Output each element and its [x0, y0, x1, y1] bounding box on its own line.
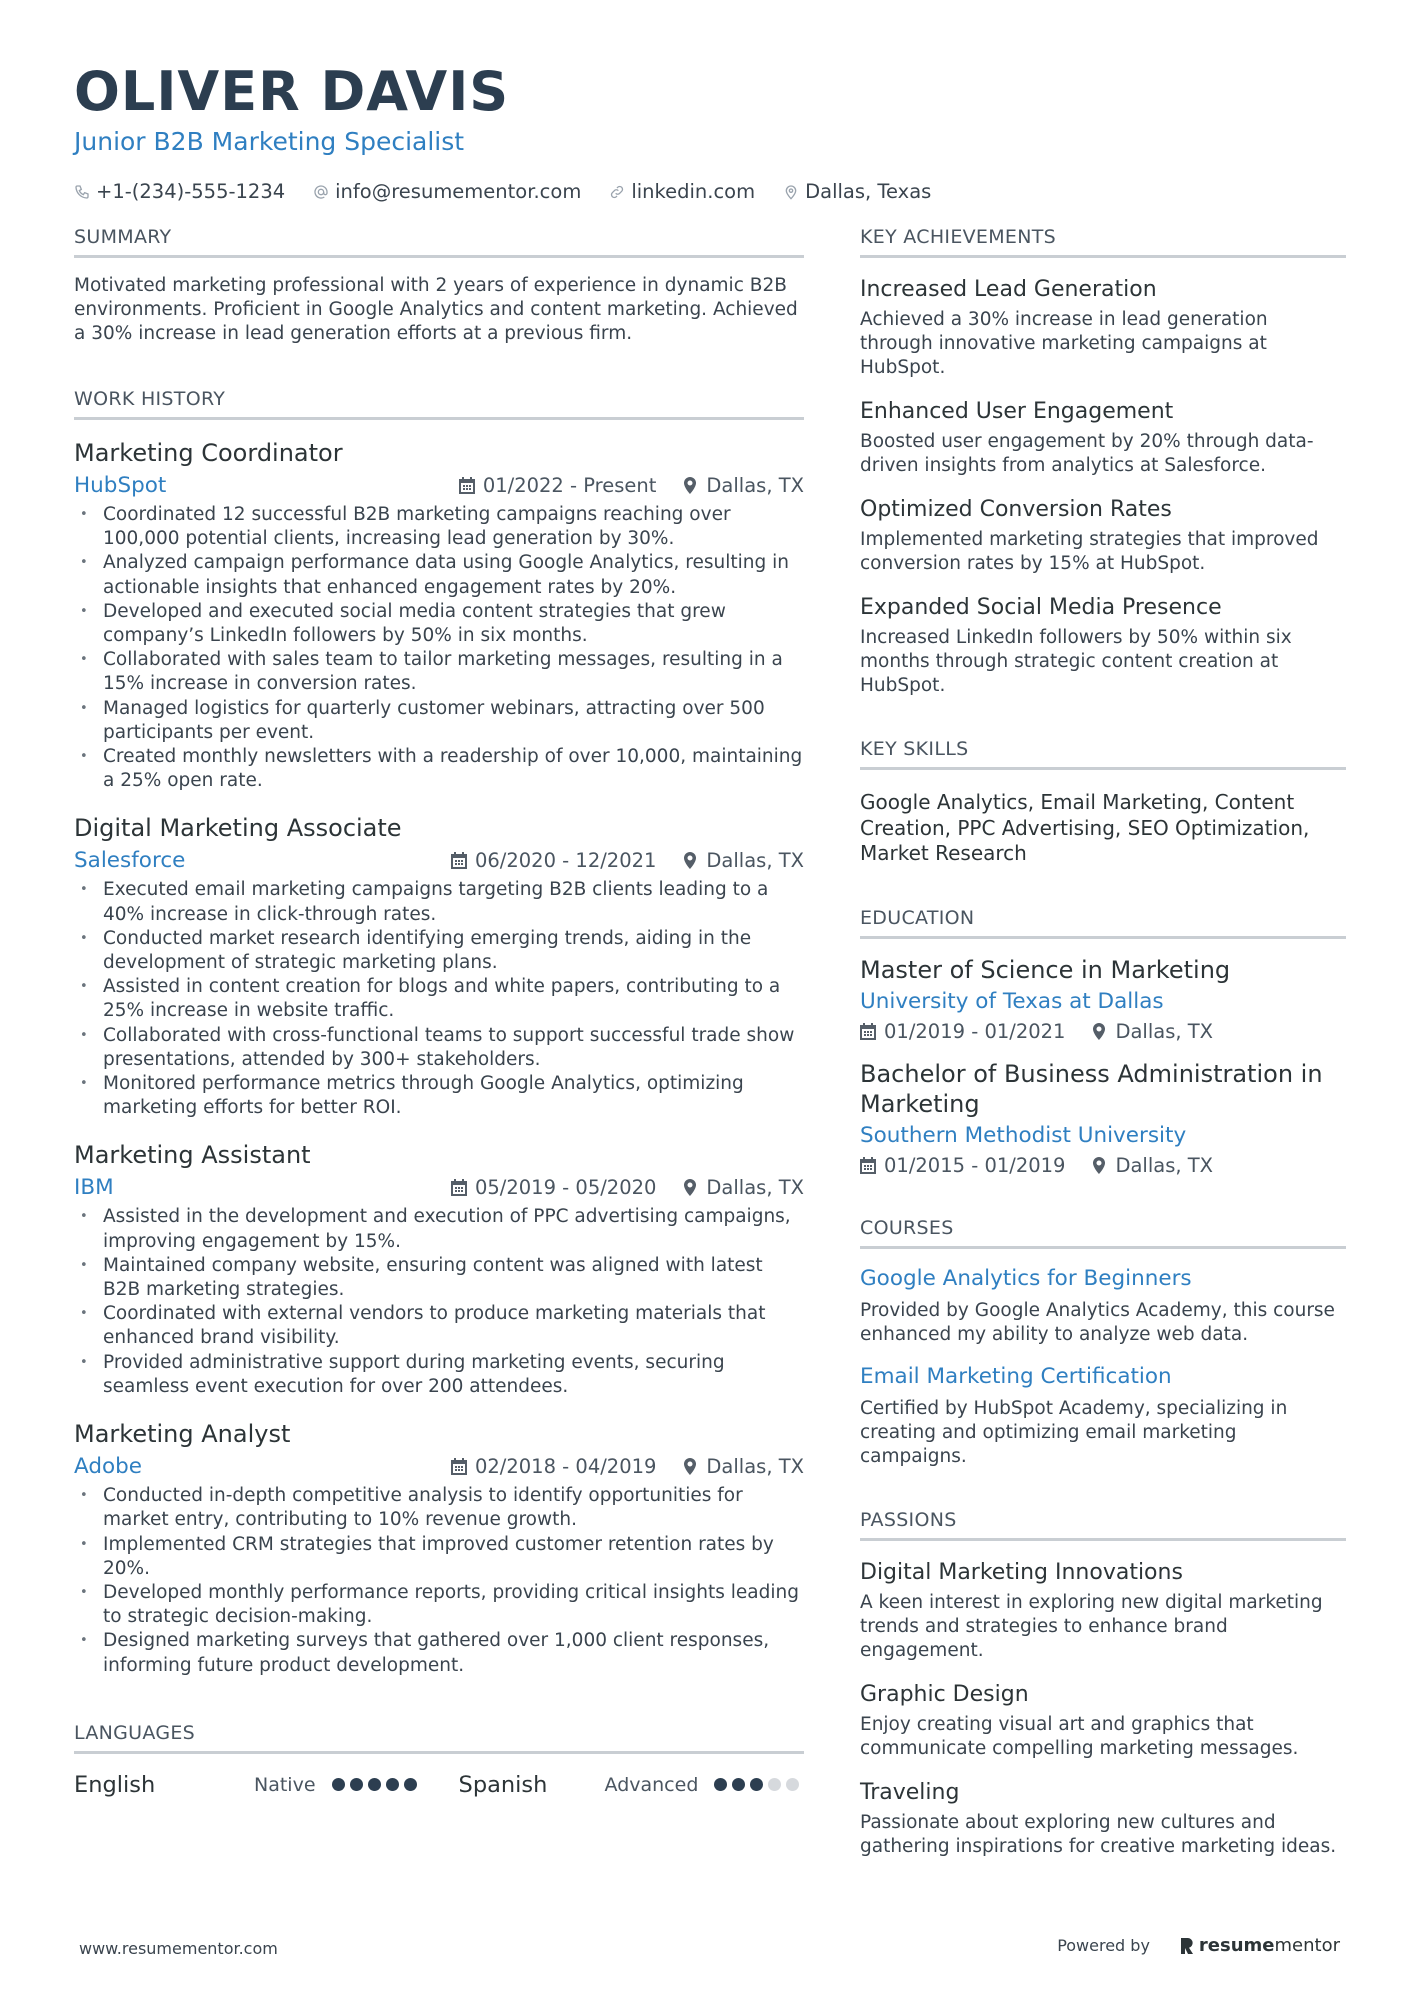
contact-location	[783, 180, 931, 203]
job-meta-right	[451, 1455, 804, 1478]
education-list	[860, 955, 1346, 1177]
education-section	[860, 907, 1346, 1177]
calendar-icon	[451, 1179, 467, 1196]
job-meta	[74, 473, 804, 498]
bullet-item: • Conducted in-depth competitive analysis to identify opportunities for market entry, contributing to 10% revenue growth.	[74, 1484, 804, 1532]
bullet-item: • Created monthly newsletters with a readership of over 10,000, maintaining a 25% open rate.	[74, 745, 804, 793]
language-level: Advanced	[604, 1773, 699, 1796]
job-location	[682, 1455, 804, 1478]
job-location	[682, 474, 804, 497]
link-icon	[609, 184, 625, 200]
resume-header	[74, 60, 1334, 203]
job-dates	[451, 849, 656, 872]
calendar-icon	[860, 1023, 876, 1040]
footer-branding	[1057, 1935, 1340, 1956]
job-entry	[74, 1140, 804, 1399]
bullet-item: • Assisted in the development and execution of PPC advertising campaigns, improving engagement by 15%.	[74, 1205, 804, 1253]
contact-linkedin[interactable]	[609, 180, 755, 203]
passion-desc: Passionate about exploring new cultures and gathering inspirations for creative marketing ideas.	[860, 1811, 1337, 1857]
page-footer	[0, 1925, 1410, 1965]
skills-text: Google Analytics, Email Marketing, Content Creation, PPC Advertising, SEO Optimization, Market Research	[860, 790, 1310, 865]
achievement-item	[860, 496, 1346, 576]
footer-website[interactable]: www.resumementor.com	[79, 1939, 278, 1958]
education-location-text: Dallas, TX	[1115, 1019, 1214, 1043]
course-item	[860, 1363, 1346, 1469]
brand-mark-icon	[1180, 1937, 1194, 1955]
achievement-title: Enhanced User Engagement	[860, 399, 1174, 424]
bullet-item: • Analyzed campaign performance data using Google Analytics, resulting in actionable insights that enhanced engagement rates by 20%.	[74, 551, 804, 599]
languages-list	[74, 1772, 804, 1798]
bullet-item: • Executed email marketing campaigns targeting B2B clients leading to a 40% increase in click-through rates.	[74, 878, 804, 926]
education-degree: Bachelor of Business Administration in Marketing	[860, 1059, 1323, 1118]
bullet-item: • Implemented CRM strategies that improved customer retention rates by 20%.	[74, 1533, 804, 1581]
job-role: Digital Marketing Associate	[74, 814, 402, 843]
passion-item	[860, 1779, 1346, 1859]
education-meta	[860, 1020, 1346, 1043]
job-location-text: Dallas, TX	[706, 1176, 804, 1200]
candidate-name: OLIVER DAVIS	[74, 60, 510, 123]
bullet-item: • Managed logistics for quarterly customer webinars, attracting over 500 participants per event.	[74, 697, 804, 745]
achievement-item	[860, 398, 1346, 478]
achievements-heading: KEY ACHIEVEMENTS	[860, 226, 1346, 258]
phone-text: +1-(234)-555-1234	[96, 180, 286, 203]
job-dates	[459, 474, 657, 497]
bullet-item: • Developed monthly performance reports, providing critical insights leading to strategic decision-making.	[74, 1581, 804, 1629]
achievement-desc: Increased LinkedIn followers by 50% within six months through strategic content creation at HubSpot.	[860, 627, 1292, 696]
phone-icon	[74, 184, 90, 200]
education-item	[860, 955, 1346, 1043]
job-entry	[74, 813, 804, 1120]
course-title: Email Marketing Certification	[860, 1363, 1172, 1389]
map-pin-icon	[682, 852, 698, 869]
job-entry	[74, 1419, 804, 1678]
education-school: University of Texas at Dallas	[860, 988, 1164, 1014]
achievement-desc: Boosted user engagement by 20% through data-driven insights from analytics at Salesforce.	[860, 431, 1314, 476]
job-location	[682, 1176, 804, 1199]
job-meta-right	[459, 474, 804, 497]
job-dates-text: 01/2022 - Present	[482, 474, 657, 497]
achievements-section	[860, 226, 1346, 698]
job-dates-text: 05/2019 - 05/2020	[474, 1176, 657, 1200]
company-name: HubSpot	[74, 473, 167, 498]
achievement-item	[860, 276, 1346, 380]
contact-phone	[74, 180, 285, 203]
courses-list	[860, 1265, 1346, 1469]
achievement-title: Optimized Conversion Rates	[860, 497, 1172, 522]
passion-title: Graphic Design	[860, 1681, 1029, 1707]
job-bullets	[74, 1205, 804, 1399]
education-location	[1091, 1020, 1213, 1043]
bullet-item: • Maintained company website, ensuring content was aligned with latest B2B marketing strategies.	[74, 1254, 804, 1302]
job-entry	[74, 438, 804, 793]
job-dates-text: 06/2020 - 12/2021	[474, 849, 657, 873]
job-role: Marketing Coordinator	[74, 439, 343, 467]
rating-dot	[368, 1778, 381, 1791]
brand-logo[interactable]	[1180, 1935, 1340, 1956]
passion-desc: Enjoy creating visual art and graphics that communicate compelling marketing messages.	[860, 1713, 1299, 1759]
brand-bold: resume	[1198, 1935, 1275, 1956]
language-level: Native	[254, 1773, 316, 1796]
skills-section	[860, 738, 1346, 867]
rating-dot	[332, 1778, 345, 1791]
map-pin-icon	[682, 1179, 698, 1196]
education-degree: Master of Science in Marketing	[860, 955, 1231, 984]
education-dates-text: 01/2015 - 01/2019	[884, 1153, 1066, 1177]
bullet-item: • Collaborated with sales team to tailor marketing messages, resulting in a 15% increase in conversion rates.	[74, 648, 804, 696]
bullet-item: • Coordinated 12 successful B2B marketing campaigns reaching over 100,000 potential clients, increasing lead generation by 30%.	[74, 503, 804, 551]
rating-dot	[732, 1778, 745, 1791]
courses-section	[860, 1217, 1346, 1469]
language-name: Spanish	[458, 1771, 548, 1798]
calendar-icon	[459, 477, 475, 494]
education-heading: EDUCATION	[860, 907, 1346, 939]
language-rating	[714, 1778, 799, 1791]
education-dates	[860, 1020, 1065, 1043]
passion-title: Digital Marketing Innovations	[860, 1559, 1183, 1585]
powered-by-label: Powered by	[1057, 1936, 1150, 1955]
achievement-item	[860, 594, 1346, 698]
map-pin-icon	[682, 1458, 698, 1475]
rating-dot	[714, 1778, 727, 1791]
calendar-icon	[451, 1458, 467, 1475]
rating-dot	[386, 1778, 399, 1791]
bullet-item: • Developed and executed social media content strategies that grew company’s LinkedIn followers by 50% in six months.	[74, 600, 804, 648]
course-desc: Provided by Google Analytics Academy, this course enhanced my ability to analyze web data.	[860, 1299, 1335, 1345]
bullet-item: • Collaborated with cross-functional teams to support successful trade show presentations, attended by 300+ stakeholders.	[74, 1024, 804, 1072]
map-pin-icon	[1091, 1157, 1107, 1174]
company-name: Salesforce	[74, 848, 186, 874]
language-rating	[332, 1778, 417, 1791]
bullet-item: • Assisted in content creation for blogs and white papers, contributing to a 25% increase in website traffic.	[74, 975, 804, 1023]
rating-dot	[768, 1778, 781, 1791]
rating-dot	[350, 1778, 363, 1791]
education-meta	[860, 1154, 1346, 1177]
passions-section	[860, 1509, 1346, 1859]
education-item	[860, 1059, 1346, 1177]
job-location-text: Dallas, TX	[706, 1455, 804, 1479]
map-pin-icon	[682, 477, 698, 494]
job-dates-text: 02/2018 - 04/2019	[474, 1455, 657, 1479]
passion-item	[860, 1559, 1346, 1663]
job-meta-right	[451, 1176, 804, 1199]
education-school: Southern Methodist University	[860, 1122, 1187, 1148]
course-desc: Certified by HubSpot Academy, specializing in creating and optimizing email marketing campaigns.	[860, 1397, 1288, 1467]
rating-dot	[786, 1778, 799, 1791]
contact-bar	[74, 180, 1334, 203]
map-pin-icon	[1091, 1023, 1107, 1040]
job-location-text: Dallas, TX	[706, 849, 804, 873]
languages-heading: LANGUAGES	[74, 1722, 804, 1754]
map-pin-icon	[783, 184, 799, 200]
summary-section	[74, 226, 804, 346]
email-text[interactable]: info@resumementor.com	[335, 180, 582, 203]
passion-desc: A keen interest in exploring new digital marketing trends and strategies to enhance brand engagement.	[860, 1591, 1323, 1661]
work-heading: WORK HISTORY	[74, 388, 804, 420]
work-section	[74, 388, 804, 1678]
company-name: IBM	[74, 1175, 114, 1201]
languages-section	[74, 1722, 804, 1798]
language-name: English	[74, 1771, 156, 1798]
summary-heading: SUMMARY	[74, 226, 804, 258]
job-meta	[74, 848, 804, 873]
bullet-item: • Monitored performance metrics through Google Analytics, optimizing marketing efforts for better ROI.	[74, 1072, 804, 1120]
calendar-icon	[451, 852, 467, 869]
location-text: Dallas, Texas	[805, 180, 932, 203]
job-bullets	[74, 878, 804, 1120]
bullet-item: • Provided administrative support during marketing events, securing seamless event execution for over 200 attendees.	[74, 1351, 804, 1399]
passion-item	[860, 1681, 1346, 1761]
contact-email[interactable]	[313, 180, 581, 203]
job-meta	[74, 1175, 804, 1200]
passion-title: Traveling	[860, 1779, 960, 1805]
education-dates-text: 01/2019 - 01/2021	[884, 1019, 1066, 1043]
job-role: Marketing Assistant	[74, 1141, 311, 1170]
job-bullets	[74, 503, 804, 793]
passions-list	[860, 1559, 1346, 1859]
linkedin-text[interactable]: linkedin.com	[631, 180, 756, 203]
achievement-desc: Achieved a 30% increase in lead generation through innovative marketing campaigns at HubSpot.	[860, 309, 1268, 378]
passions-heading: PASSIONS	[860, 1509, 1346, 1541]
bullet-item: • Designed marketing surveys that gathered over 1,000 client responses, informing future product development.	[74, 1629, 804, 1677]
job-meta	[74, 1454, 804, 1479]
achievement-title: Increased Lead Generation	[860, 277, 1157, 302]
job-dates	[451, 1455, 656, 1478]
bullet-item: • Coordinated with external vendors to produce marketing materials that enhanced brand visibility.	[74, 1302, 804, 1350]
skills-heading: KEY SKILLS	[860, 738, 1346, 770]
at-icon	[313, 184, 329, 200]
left-column	[74, 226, 804, 1798]
job-role: Marketing Analyst	[74, 1420, 291, 1449]
education-location-text: Dallas, TX	[1115, 1153, 1214, 1177]
bullet-item: • Conducted market research identifying emerging trends, aiding in the development of strategic marketing plans.	[74, 927, 804, 975]
job-dates	[451, 1176, 656, 1199]
right-column	[860, 226, 1346, 1859]
course-title: Google Analytics for Beginners	[860, 1265, 1192, 1291]
education-location	[1091, 1154, 1213, 1177]
brand-rest: mentor	[1274, 1935, 1340, 1956]
achievement-title: Expanded Social Media Presence	[860, 595, 1222, 620]
courses-heading: COURSES	[860, 1217, 1346, 1249]
jobs-list	[74, 438, 804, 1678]
job-meta-right	[451, 849, 804, 872]
candidate-title: Junior B2B Marketing Specialist	[74, 127, 465, 156]
language-item	[459, 1772, 800, 1798]
course-item	[860, 1265, 1346, 1347]
calendar-icon	[860, 1157, 876, 1174]
job-location-text: Dallas, TX	[706, 474, 804, 497]
rating-dot	[750, 1778, 763, 1791]
education-dates	[860, 1154, 1065, 1177]
job-location	[682, 849, 804, 872]
achievement-desc: Implemented marketing strategies that improved conversion rates by 15% at HubSpot.	[860, 529, 1319, 574]
job-bullets	[74, 1484, 804, 1678]
company-name: Adobe	[74, 1454, 143, 1480]
achievements-list	[860, 276, 1346, 698]
summary-text: Motivated marketing professional with 2 years of experience in dynamic B2B environments. Proficient in Google Analytics and content marketing. Achieved a 30% increase in lead generation efforts at a previous firm.	[74, 275, 798, 344]
rating-dot	[404, 1778, 417, 1791]
language-item	[74, 1772, 417, 1798]
